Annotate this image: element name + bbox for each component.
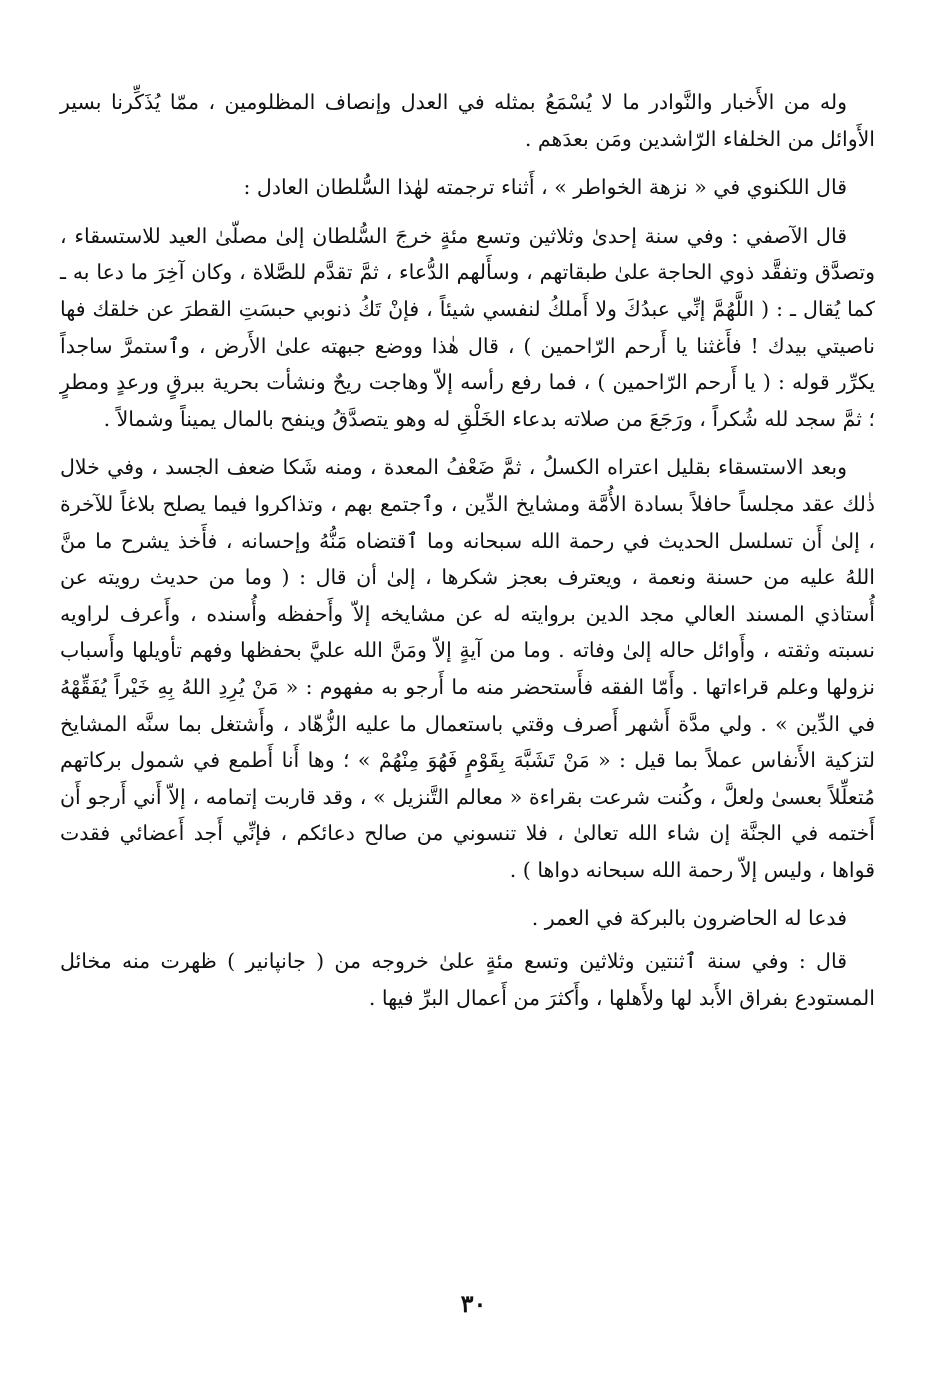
paragraph-lucknowi-quote-intro: قال اللكنوي في « نزهة الخواطر » ، أَثناء ترجمته لهٰذا السُّلطان العادل :	[243, 175, 847, 200]
paragraph-supplication: فدعا له الحاضرون بالبركة في العمر .	[531, 906, 847, 931]
paragraph-year-932: قال : وفي سنة ٱثنتين وثلاثين وتسع مئةٍ علىٰ خروجه من ( جانپانير ) ظهرت منه مخائل المستودع بفراق الأَبد لها ولأَهلها ، وأَكثرَ من أَعمال البرِّ فيها .	[60, 949, 875, 1010]
paragraph-intro: وله من الأَخبار والنَّوادر ما لا يُسْمَعُ بمثله في العدل وإنصاف المظلومين ، ممّا يُذَكِّرنا بسير الأَوائل من الخلفاء الرّاشدين ومَن بعدَهم .	[60, 90, 875, 151]
page-number: ٣٠	[460, 1289, 487, 1318]
paragraph-istisqa-prayer: قال الآصفي : وفي سنة إحدىٰ وثلاثين وتسع مئةٍ خرجَ السُّلطان إلىٰ مصلّىٰ العيد للاستسقاء ، وتصدَّق وتفقَّد ذوي الحاجة علىٰ طبقاتهم ، وسأَلهم الدُّعاء ، ثمَّ تقدَّم للصَّلاة ، وكان آخِرَ ما دعا به ـ كما يُقال ـ : ( اللَّهُمَّ إنِّي عبدُكَ ولا أَملكُ لنفسي شيئاً ، فإنْ تَكُ ذنوبي حبسَتِ القطرَ عن خلقك فها ناصيتي بيدك ! فأَغثنا يا أَرحم الرّاحمين ) ، قال هٰذا ووضع جبهته علىٰ الأَرض ، وٱستمرَّ ساجداً يكرِّر قوله : ( يا أَرحم الرّاحمين ) ، فما رفع رأسه إلاّ وهاجت ريحٌ ونشأت بحرية ببرقٍ ورعدٍ ومطرٍ ؛ ثمَّ سجد لله شُكراً ، ورَجَعَ من صلاته بدعاء الخَلْقِ له وهو يتصدَّقُ وينفح بالمال يميناً وشمالاً .	[60, 223, 875, 431]
page-body	[60, 84, 875, 1028]
paragraph-illness-and-gathering: وبعد الاستسقاء بقليل اعتراه الكسلُ ، ثمَّ ضَعْفُ المعدة ، ومنه شَكا ضعف الجسد ، وفي خلال ذٰلك عقد مجلساً حافلاً بسادة الأُمَّة ومشايخ الدِّين ، وٱجتمع بهم ، وتذاكروا فيما يصلح بلاغاً للآخرة ، إلىٰ أَن تسلسل الحديث في رحمة الله سبحانه وما ٱقتضاه مَنُّهُ وإحسانه ، فأَخذ يشرح ما منَّ اللهُ عليه من حسنة ونعمة ، ويعترف بعجز شكرها ، إلىٰ أن قال : ( وما من حديث رويته عن أُستاذي المسند العالي مجد الدين بروايته له عن مشايخه إلاّ وأَحفظه وأُسنده ، وأَعرف لراويه نسبته وثقته ، وأَوائل حاله إلىٰ وفاته . وما من آيةٍ إلاّ ومَنَّ الله عليَّ بحفظها وفهم تأويلها وأَسباب نزولها وعلم قراءاتها . وأَمّا الفقه فأَستحضر منه ما أَرجو به مفهوم : « مَنْ يُرِدِ اللهُ بِهِ خَيْراً يُفَقِّهْهُ في الدِّين » . ولي مدَّة أَشهر أَصرف وقتي باستعمال ما عليه الزُّهّاد ، وأَشتغل بما سنَّه المشايخ لتزكية الأَنفاس عملاً بما قيل : « مَنْ تَشَبَّهَ بِقَوْمٍ فَهُوَ مِنْهُمْ » ؛ وها أَنا أَطمع في شمول بركاتهم مُتعلِّلاً بعسىٰ ولعلَّ ، وكُنت شرعت بقراءة « معالم التَّنزيل » ، وقد قاربت إتمامه ، إلاّ أَني أَرجو أَن أَختمه في الجنَّة إن شاء الله تعالىٰ ، فلا تنسوني من صالح دعائكم ، فإنِّي أَجد أَعضائي فقدت قواها ، وليس إلاّ رحمة الله سبحانه دواها ) .	[60, 455, 875, 882]
